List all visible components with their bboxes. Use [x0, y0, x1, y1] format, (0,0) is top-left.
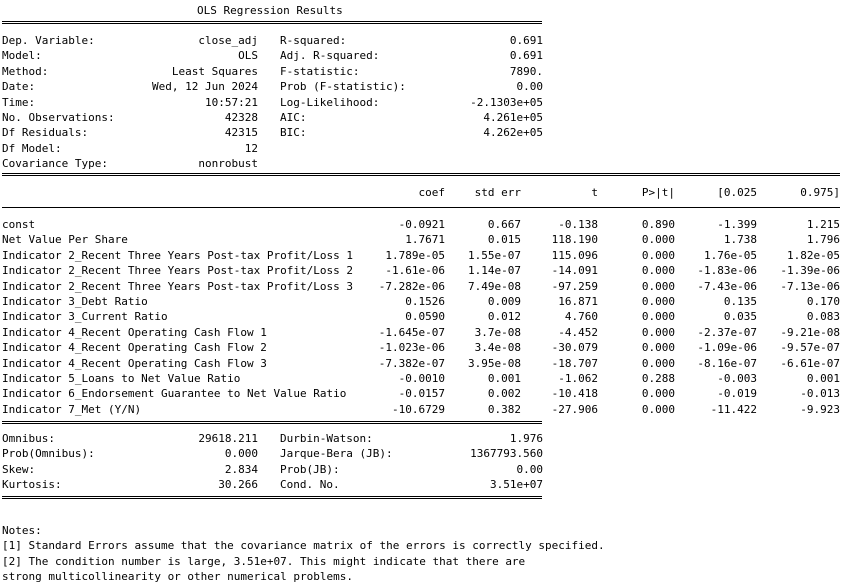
diagnostic-value: 29618.211	[198, 432, 258, 445]
summary-label: Df Model:	[2, 141, 62, 155]
table-cell: 1.14e-07	[468, 264, 521, 278]
table-cell: 4.760	[564, 310, 598, 324]
table-cell: -9.923	[800, 402, 840, 416]
divider	[2, 421, 542, 424]
summary-label: R-squared:	[280, 34, 347, 47]
summary-value: Least Squares	[171, 64, 258, 78]
table-cell: -7.13e-06	[780, 279, 840, 293]
summary-value: OLS	[238, 49, 258, 63]
table-cell: 0.035	[723, 310, 757, 324]
table-cell: -0.0921	[398, 218, 445, 231]
summary-label: Prob (F-statistic):	[280, 80, 406, 94]
summary-value: 4.261e+05	[483, 111, 543, 124]
table-cell: -2.37e-07	[697, 325, 757, 339]
summary-value: nonrobust	[198, 157, 258, 171]
table-cell: 1.7671	[405, 233, 445, 247]
table-cell: -97.259	[551, 279, 598, 293]
summary-label: F-statistic:	[280, 64, 360, 78]
table-cell: 1.215	[806, 218, 840, 231]
table-cell: 0.012	[487, 310, 521, 324]
table-cell: 0.000	[641, 279, 675, 293]
diagnostic-value: 0.000	[224, 447, 258, 461]
results-title: OLS Regression Results	[197, 4, 343, 17]
summary-label: Dep. Variable:	[2, 34, 95, 47]
table-cell: -7.282e-06	[378, 279, 445, 293]
table-cell: -0.138	[558, 218, 598, 231]
summary-value: 0.691	[509, 34, 543, 47]
row-label: Indicator 4_Recent Operating Cash Flow 3	[2, 356, 267, 370]
summary-label: BIC:	[280, 126, 307, 140]
table-cell: -0.0010	[398, 372, 445, 385]
table-cell: 0.170	[806, 295, 840, 308]
table-cell: 0.000	[641, 233, 675, 247]
row-label: Indicator 4_Recent Operating Cash Flow 1	[2, 325, 267, 339]
table-cell: 1.789e-05	[385, 248, 445, 262]
table-cell: -27.906	[551, 402, 598, 416]
table-cell: 0.1526	[405, 295, 445, 308]
table-cell: 115.096	[551, 248, 598, 262]
table-cell: 0.000	[641, 402, 675, 416]
table-cell: -7.43e-06	[697, 279, 757, 293]
table-cell: 0.002	[487, 387, 521, 401]
summary-label: Covariance Type:	[2, 157, 108, 171]
table-cell: 0.001	[806, 372, 840, 385]
summary-value: 4.262e+05	[483, 126, 543, 140]
column-header: [0.025	[717, 186, 757, 199]
table-cell: -10.418	[551, 387, 598, 401]
table-cell: 3.95e-08	[468, 356, 521, 370]
table-cell: 0.000	[641, 341, 675, 355]
table-cell: -14.091	[551, 264, 598, 278]
summary-label: Model:	[2, 49, 42, 63]
table-cell: -1.023e-06	[378, 341, 445, 355]
table-cell: 3.4e-08	[474, 341, 521, 355]
summary-value: 12	[244, 141, 258, 155]
table-cell: 0.009	[487, 295, 521, 308]
summary-label: Date:	[2, 80, 36, 94]
table-cell: -1.399	[717, 218, 757, 231]
table-cell: -7.382e-07	[378, 356, 445, 370]
table-cell: -1.645e-07	[378, 325, 445, 339]
table-cell: -18.707	[551, 356, 598, 370]
divider	[2, 496, 542, 499]
row-label: Indicator 6_Endorsement Guarantee to Net Value Ratio	[2, 387, 347, 401]
diagnostic-label: Skew:	[2, 462, 36, 476]
table-cell: 1.738	[723, 233, 757, 247]
column-header: 0.975]	[800, 186, 840, 199]
diagnostic-label: Jarque-Bera (JB):	[280, 447, 393, 461]
note-line: [1] Standard Errors assume that the covariance matrix of the errors is correctly specified.	[2, 539, 605, 553]
column-header: coef	[418, 186, 445, 199]
diagnostic-value: 1367793.560	[470, 447, 543, 461]
row-label: Indicator 2_Recent Three Years Post-tax Profit/Loss 2	[2, 264, 353, 278]
summary-label: Method:	[2, 64, 49, 78]
diagnostic-label: Prob(Omnibus):	[2, 447, 95, 461]
row-label: const	[2, 218, 36, 231]
table-cell: 1.55e-07	[468, 248, 521, 262]
table-cell: 0.890	[641, 218, 675, 231]
summary-label: No. Observations:	[2, 111, 115, 124]
table-cell: 0.382	[487, 402, 521, 416]
table-cell: 0.288	[641, 372, 675, 385]
note-line: strong multicollinearity or other numerical problems.	[2, 570, 353, 584]
table-cell: 7.49e-08	[468, 279, 521, 293]
table-cell: 0.0590	[405, 310, 445, 324]
column-header: std err	[474, 186, 521, 199]
table-cell: -30.079	[551, 341, 598, 355]
summary-value: 0.00	[516, 80, 543, 94]
table-cell: -8.16e-07	[697, 356, 757, 370]
column-header: t	[591, 186, 598, 199]
summary-label: AIC:	[280, 111, 307, 124]
summary-value: Wed, 12 Jun 2024	[152, 80, 258, 94]
summary-value: close_adj	[198, 34, 258, 47]
table-cell: -1.09e-06	[697, 341, 757, 355]
row-label: Indicator 3_Current Ratio	[2, 310, 168, 324]
summary-value: 0.691	[509, 49, 543, 63]
note-line: Notes:	[2, 524, 42, 537]
diagnostic-value: 2.834	[224, 462, 258, 476]
table-cell: -1.39e-06	[780, 264, 840, 278]
table-cell: 0.000	[641, 248, 675, 262]
table-cell: 0.083	[806, 310, 840, 324]
table-cell: -1.062	[558, 372, 598, 385]
diagnostic-value: 1.976	[509, 432, 543, 445]
diagnostic-label: Prob(JB):	[280, 462, 340, 476]
table-cell: 0.015	[487, 233, 521, 247]
table-cell: -0.019	[717, 387, 757, 401]
summary-label: Adj. R-squared:	[280, 49, 380, 63]
table-cell: 16.871	[558, 295, 598, 308]
row-label: Indicator 2_Recent Three Years Post-tax Profit/Loss 3	[2, 279, 353, 293]
table-cell: 0.000	[641, 264, 675, 278]
table-cell: 0.667	[487, 218, 521, 231]
summary-label: Log-Likelihood:	[280, 95, 380, 109]
row-label: Indicator 3_Debt Ratio	[2, 295, 148, 308]
table-cell: -9.57e-07	[780, 341, 840, 355]
table-cell: 1.76e-05	[704, 248, 757, 262]
diagnostic-label: Cond. No.	[280, 478, 340, 492]
table-cell: 0.000	[641, 387, 675, 401]
table-cell: -0.0157	[398, 387, 445, 401]
table-cell: -9.21e-08	[780, 325, 840, 339]
table-cell: 0.000	[641, 295, 675, 308]
table-cell: 0.135	[723, 295, 757, 308]
diagnostic-value: 30.266	[218, 478, 258, 492]
table-cell: 1.796	[806, 233, 840, 247]
summary-value: 42315	[224, 126, 258, 140]
divider	[2, 21, 542, 24]
divider	[2, 207, 840, 208]
table-cell: -4.452	[558, 325, 598, 339]
table-cell: 0.000	[641, 356, 675, 370]
diagnostic-label: Kurtosis:	[2, 478, 62, 492]
table-cell: -0.003	[717, 372, 757, 385]
table-cell: 118.190	[551, 233, 598, 247]
row-label: Indicator 2_Recent Three Years Post-tax Profit/Loss 1	[2, 248, 353, 262]
diagnostic-label: Omnibus:	[2, 432, 55, 445]
table-cell: 0.000	[641, 310, 675, 324]
divider	[2, 173, 840, 176]
row-label: Indicator 4_Recent Operating Cash Flow 2	[2, 341, 267, 355]
table-cell: 0.001	[487, 372, 521, 385]
table-cell: -11.422	[710, 402, 757, 416]
row-label: Indicator 7_Met (Y/N)	[2, 402, 142, 416]
summary-label: Df Residuals:	[2, 126, 89, 140]
table-cell: 0.000	[641, 325, 675, 339]
summary-label: Time:	[2, 95, 36, 109]
row-label: Indicator 5_Loans to Net Value Ratio	[2, 372, 241, 385]
diagnostic-label: Durbin-Watson:	[280, 432, 373, 445]
table-cell: -1.61e-06	[385, 264, 445, 278]
table-cell: -1.83e-06	[697, 264, 757, 278]
row-label: Net Value Per Share	[2, 233, 128, 247]
column-header: P>|t|	[641, 186, 675, 199]
table-cell: -0.013	[800, 387, 840, 401]
summary-value: 7890.	[509, 64, 543, 78]
summary-value: -2.1303e+05	[470, 95, 543, 109]
summary-value: 10:57:21	[205, 95, 258, 109]
summary-value: 42328	[224, 111, 258, 124]
diagnostic-value: 3.51e+07	[490, 478, 543, 492]
table-cell: -10.6729	[392, 402, 445, 416]
diagnostic-value: 0.00	[516, 462, 543, 476]
note-line: [2] The condition number is large, 3.51e+07. This might indicate that there are	[2, 554, 526, 568]
table-cell: 3.7e-08	[474, 325, 521, 339]
table-cell: 1.82e-05	[787, 248, 840, 262]
table-cell: -6.61e-07	[780, 356, 840, 370]
